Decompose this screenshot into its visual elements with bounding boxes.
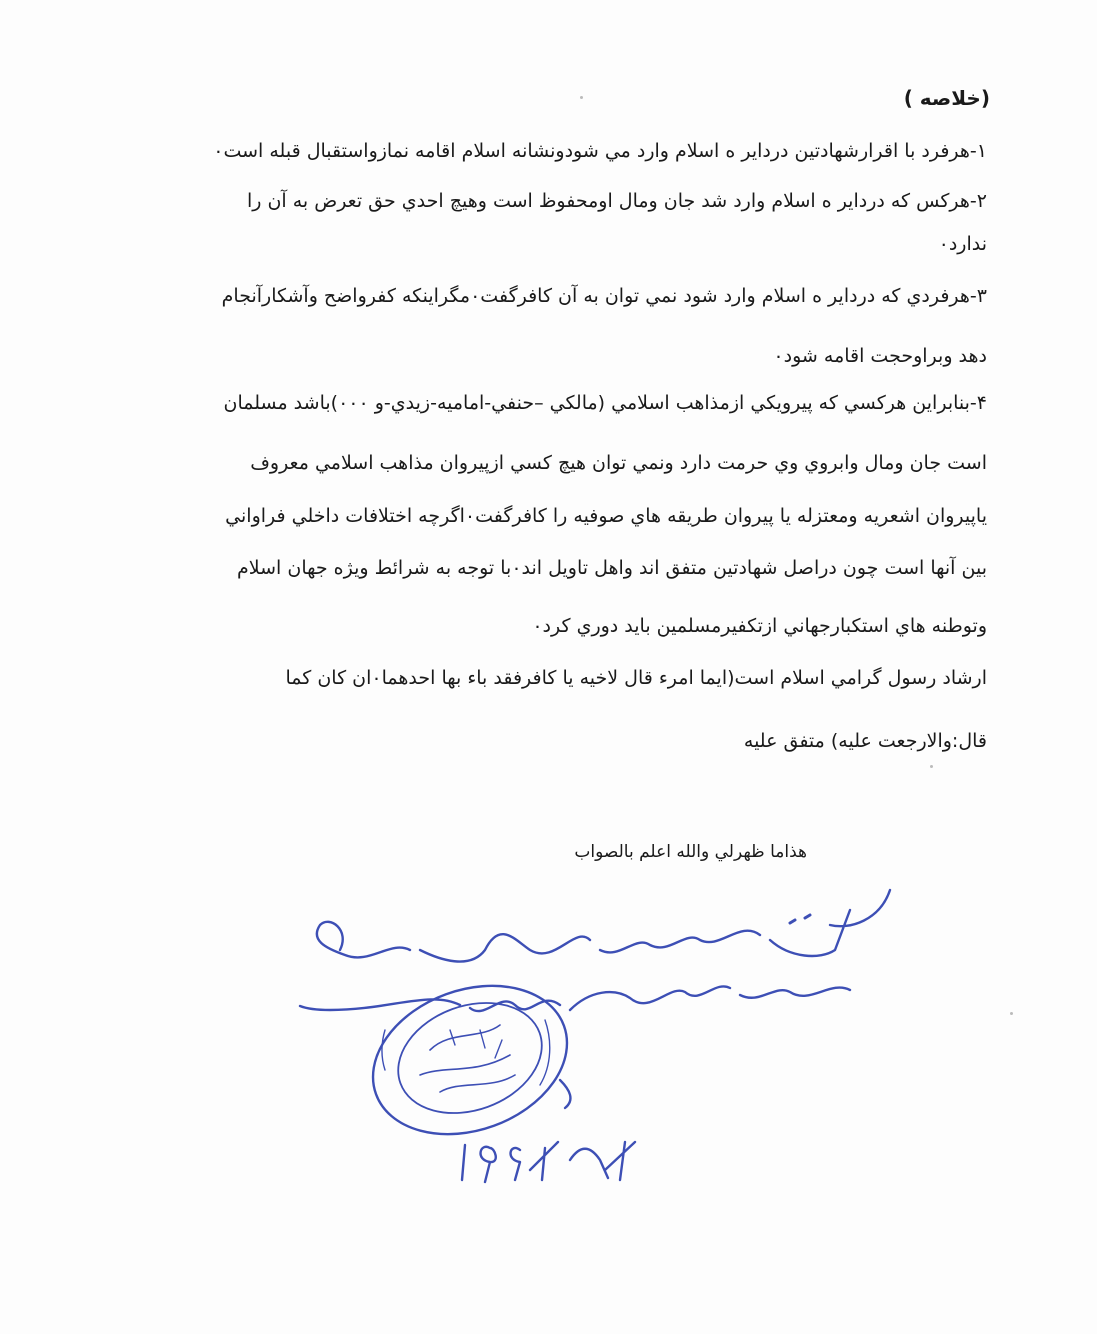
scan-speck <box>1010 1012 1013 1015</box>
paragraph-line-1: ۱-هرفرد با اقرارشهادتين درداير ه اسلام وارد مي شودونشانه اسلام اقامه نمازواستقبال قبله است۰ <box>213 140 987 162</box>
closing-remark: هذاما ظهرلي والله اعلم بالصواب <box>574 842 807 862</box>
paragraph-line-10: وتوطنه هاي استكبارجهاني ازتكفيرمسلمين بايد دوري كرد۰ <box>532 615 987 637</box>
paragraph-line-12: قال:والارجعت عليه) متفق عليه <box>743 730 987 752</box>
handwritten-signature <box>290 880 910 1200</box>
paragraph-line-4: ۳-هرفردي كه درداير ه اسلام وارد شود نمي توان به آن كافرگفت۰مگراينكه كفرواضح وآشكارآنجام <box>221 285 987 307</box>
paragraph-line-3: ندارد۰ <box>938 233 987 255</box>
paragraph-line-2: ۲-هركس كه درداير ه اسلام وارد شد جان ومال اومحفوظ است وهيچ احدي حق تعرض به آن را <box>246 190 987 212</box>
paragraph-line-11: ارشاد رسول گرامي اسلام است(ايما امرء قال لاخيه يا كافرفقد باء بها احدهما۰ان كان كما <box>285 667 987 689</box>
scan-speck <box>580 96 583 99</box>
paragraph-line-5: دهد وبراوحجت اقامه شود۰ <box>773 345 987 367</box>
document-title: (خلاصه ) <box>903 86 990 110</box>
paragraph-line-6: ۴-بنابراين هركسي كه پيرويكي ازمذاهب اسلامي (مالكي –حنفي-اماميه-زيدي-و ۰۰۰)باشد مسلمان <box>223 392 987 414</box>
paragraph-line-7: است جان ومال وابروي وي حرمت دارد ونمي توان هيچ كسي ازپيروان مذاهب اسلامي معروف <box>250 452 987 474</box>
paragraph-line-9: بين آنها است چون دراصل شهادتين متفق اند واهل تاويل اند۰با توجه به شرائط ويژه جهان اسلام <box>237 557 987 579</box>
scan-speck <box>930 765 933 768</box>
paragraph-line-8: ياپيروان اشعريه ومعتزله يا پيروان طريقه هاي صوفيه را كافرگفت۰اگرچه اختلافات داخلي فراواني <box>225 505 987 527</box>
